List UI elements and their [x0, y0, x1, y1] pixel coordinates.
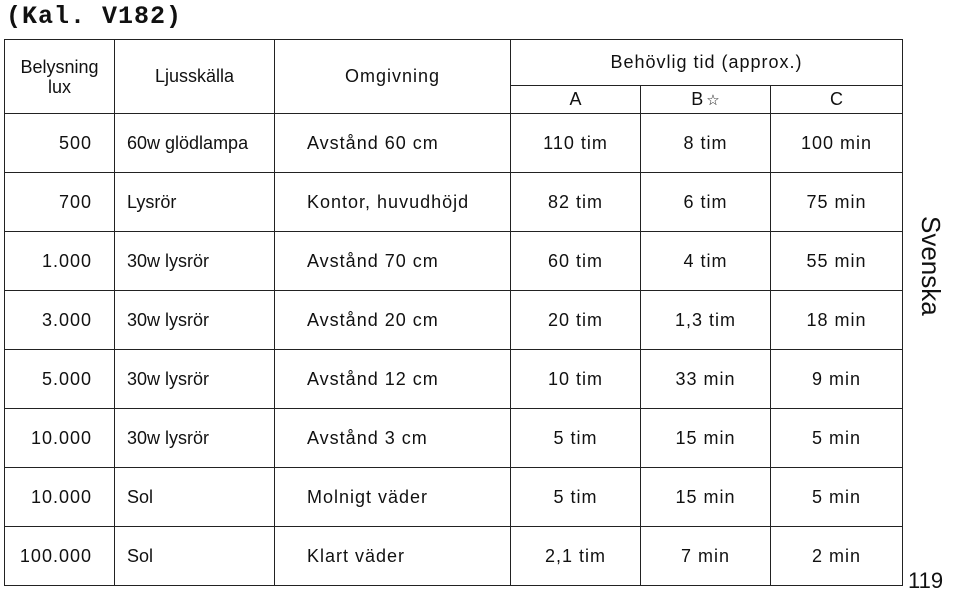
cell-environment: Avstånd 3 cm [275, 409, 511, 468]
cell-environment: Avstånd 20 cm [275, 291, 511, 350]
cell-environment: Avstånd 60 cm [275, 114, 511, 173]
cell-time-c: 9 min [771, 350, 903, 409]
header-lux [5, 40, 115, 114]
cell-lux: 1.000 [5, 232, 115, 291]
cell-time-b: 6 tim [641, 173, 771, 232]
header-time-group: Behövlig tid (approx.) [511, 40, 903, 86]
cell-time-a: 2,1 tim [511, 527, 641, 586]
cell-source: Sol [115, 468, 275, 527]
cell-time-b: 4 tim [641, 232, 771, 291]
header-source: Ljusskälla [115, 40, 275, 114]
cell-time-c: 5 min [771, 409, 903, 468]
cell-lux: 3.000 [5, 291, 115, 350]
cell-time-b: 15 min [641, 409, 771, 468]
cell-source: 30w lysrör [115, 409, 275, 468]
cell-time-a: 20 tim [511, 291, 641, 350]
cell-lux: 700 [5, 173, 115, 232]
cell-environment: Kontor, huvudhöjd [275, 173, 511, 232]
cell-time-b: 8 tim [641, 114, 771, 173]
cell-time-b: 15 min [641, 468, 771, 527]
table-row [5, 350, 903, 409]
table-row [5, 232, 903, 291]
cell-lux: 10.000 [5, 409, 115, 468]
cell-time-a: 5 tim [511, 468, 641, 527]
cell-source: 30w lysrör [115, 350, 275, 409]
cell-time-a: 110 tim [511, 114, 641, 173]
cell-source: 60w glödlampa [115, 114, 275, 173]
header-col-c: C [771, 86, 903, 114]
cell-time-c: 100 min [771, 114, 903, 173]
table-header-row [5, 40, 903, 86]
cell-time-b: 7 min [641, 527, 771, 586]
page-number: 119 [908, 568, 944, 593]
header-lux-line1: Belysning [20, 56, 99, 77]
header-col-b [641, 86, 771, 114]
cell-time-c: 2 min [771, 527, 903, 586]
cell-lux: 100.000 [5, 527, 115, 586]
cell-time-a: 10 tim [511, 350, 641, 409]
cell-lux: 500 [5, 114, 115, 173]
cell-time-c: 75 min [771, 173, 903, 232]
table-row [5, 468, 903, 527]
table-row [5, 173, 903, 232]
language-label: Svenska [916, 216, 946, 316]
cell-time-c: 55 min [771, 232, 903, 291]
page-heading: (Kal. V182) [6, 2, 183, 31]
cell-time-a: 82 tim [511, 173, 641, 232]
table-row [5, 291, 903, 350]
star-outline-icon: ☆ [706, 92, 720, 109]
cell-source: 30w lysrör [115, 232, 275, 291]
cell-environment: Klart väder [275, 527, 511, 586]
table-row [5, 114, 903, 173]
cell-time-c: 5 min [771, 468, 903, 527]
cell-environment: Avstånd 12 cm [275, 350, 511, 409]
header-lux-line2: lux [47, 76, 71, 97]
header-environment: Omgivning [275, 40, 511, 114]
table-row [5, 409, 903, 468]
language-side-tab [908, 210, 954, 322]
cell-source: Sol [115, 527, 275, 586]
cell-lux: 5.000 [5, 350, 115, 409]
cell-time-b: 1,3 tim [641, 291, 771, 350]
cell-time-c: 18 min [771, 291, 903, 350]
cell-source: 30w lysrör [115, 291, 275, 350]
cell-environment: Molnigt väder [275, 468, 511, 527]
header-col-b-label: B [691, 89, 704, 109]
cell-time-b: 33 min [641, 350, 771, 409]
exposure-time-table [4, 39, 903, 586]
cell-lux: 10.000 [5, 468, 115, 527]
cell-environment: Avstånd 70 cm [275, 232, 511, 291]
cell-time-a: 60 tim [511, 232, 641, 291]
table-row [5, 527, 903, 586]
header-col-a: A [511, 86, 641, 114]
cell-time-a: 5 tim [511, 409, 641, 468]
cell-source: Lysrör [115, 173, 275, 232]
